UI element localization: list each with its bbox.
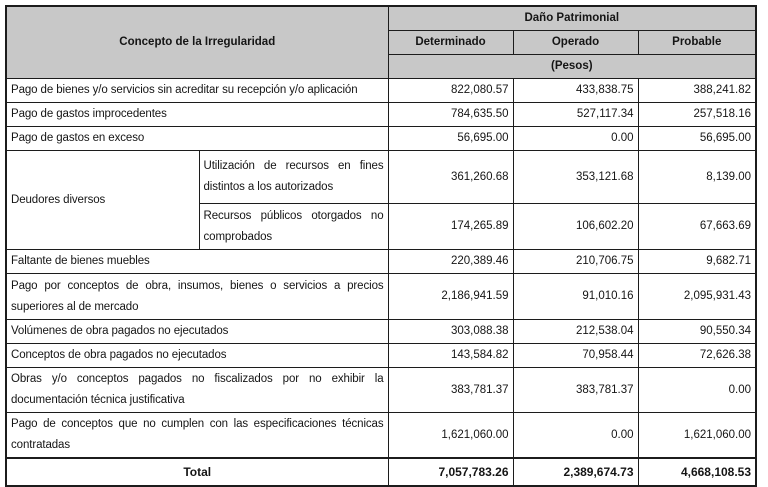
amount-probable: 72,626.38 — [638, 344, 756, 368]
table-row — [6, 368, 756, 413]
amount-operado: 0.00 — [513, 127, 638, 151]
header-dano-patrimonial: Daño Patrimonial — [388, 6, 756, 31]
amount-determinado: 220,389.46 — [388, 250, 513, 274]
amount-determinado: 303,088.38 — [388, 320, 513, 344]
concept-cell: Pago de gastos en exceso — [6, 127, 388, 151]
amount-operado: 91,010.16 — [513, 274, 638, 320]
concept-cell: Pago por conceptos de obra, insumos, bienes o servicios a precios superiores al de mercado — [6, 274, 388, 320]
total-probable: 4,668,108.53 — [638, 458, 756, 486]
amount-determinado: 174,265.89 — [388, 204, 513, 250]
amount-probable: 257,518.16 — [638, 103, 756, 127]
amount-determinado: 56,695.00 — [388, 127, 513, 151]
amount-probable: 67,663.69 — [638, 204, 756, 250]
table-row — [6, 344, 756, 368]
concept-cell: Faltante de bienes muebles — [6, 250, 388, 274]
amount-operado: 106,602.20 — [513, 204, 638, 250]
amount-determinado: 822,080.57 — [388, 79, 513, 103]
amount-probable: 56,695.00 — [638, 127, 756, 151]
total-label: Total — [6, 458, 388, 486]
amount-probable: 0.00 — [638, 368, 756, 413]
amount-probable: 9,682.71 — [638, 250, 756, 274]
amount-determinado: 2,186,941.59 — [388, 274, 513, 320]
amount-determinado: 383,781.37 — [388, 368, 513, 413]
concept-cell: Pago de gastos improcedentes — [6, 103, 388, 127]
header-col-operado: Operado — [513, 31, 638, 55]
amount-operado: 212,538.04 — [513, 320, 638, 344]
table-row — [6, 413, 756, 459]
amount-determinado: 784,635.50 — [388, 103, 513, 127]
group-label-deudores-diversos: Deudores diversos — [6, 151, 199, 250]
header-row-group — [6, 6, 756, 31]
subconcept-cell: Utilización de recursos en fines distintos a los autorizados — [199, 151, 388, 204]
total-row — [6, 458, 756, 486]
amount-probable: 8,139.00 — [638, 151, 756, 204]
amount-probable: 1,621,060.00 — [638, 413, 756, 459]
concept-cell: Pago de conceptos que no cumplen con las especificaciones técnicas contratadas — [6, 413, 388, 459]
amount-determinado: 1,621,060.00 — [388, 413, 513, 459]
amount-operado: 383,781.37 — [513, 368, 638, 413]
header-unit-pesos: (Pesos) — [388, 55, 756, 79]
header-col-determinado: Determinado — [388, 31, 513, 55]
table-row — [6, 320, 756, 344]
irregularities-table — [5, 5, 757, 487]
total-determinado: 7,057,783.26 — [388, 458, 513, 486]
table-row-deudores-1 — [6, 151, 756, 204]
amount-operado: 0.00 — [513, 413, 638, 459]
total-operado: 2,389,674.73 — [513, 458, 638, 486]
concept-cell: Conceptos de obra pagados no ejecutados — [6, 344, 388, 368]
amount-probable: 388,241.82 — [638, 79, 756, 103]
amount-operado: 210,706.75 — [513, 250, 638, 274]
amount-operado: 433,838.75 — [513, 79, 638, 103]
concept-cell: Obras y/o conceptos pagados no fiscalizados por no exhibir la documentación técnica justificativa — [6, 368, 388, 413]
amount-determinado: 143,584.82 — [388, 344, 513, 368]
table-row — [6, 103, 756, 127]
amount-probable: 90,550.34 — [638, 320, 756, 344]
concept-cell: Pago de bienes y/o servicios sin acreditar su recepción y/o aplicación — [6, 79, 388, 103]
amount-operado: 527,117.34 — [513, 103, 638, 127]
amount-determinado: 361,260.68 — [388, 151, 513, 204]
table-row — [6, 79, 756, 103]
table-row — [6, 250, 756, 274]
amount-probable: 2,095,931.43 — [638, 274, 756, 320]
amount-operado: 70,958.44 — [513, 344, 638, 368]
concept-cell: Volúmenes de obra pagados no ejecutados — [6, 320, 388, 344]
subconcept-cell: Recursos públicos otorgados no comprobados — [199, 204, 388, 250]
header-concept: Concepto de la Irregularidad — [6, 6, 388, 79]
header-col-probable: Probable — [638, 31, 756, 55]
table-row — [6, 127, 756, 151]
amount-operado: 353,121.68 — [513, 151, 638, 204]
table-row — [6, 274, 756, 320]
